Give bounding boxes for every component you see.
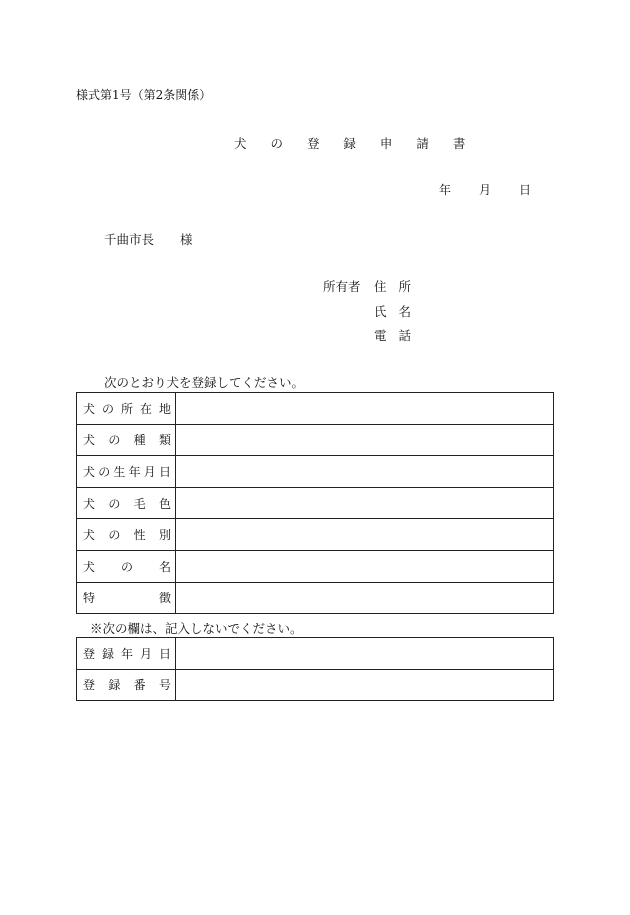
row-value-field[interactable] (176, 393, 554, 425)
row-value-field[interactable] (176, 487, 554, 519)
label-char: 月 (139, 646, 152, 661)
row-label (77, 424, 176, 456)
label-char: 種 (133, 433, 146, 448)
row-label (77, 582, 176, 614)
label-char: 性 (133, 528, 146, 543)
table-row (77, 582, 554, 614)
label-char: 色 (158, 496, 171, 511)
label-char: 在 (139, 401, 152, 416)
label-char: 犬 (83, 528, 96, 543)
row-value-field[interactable] (176, 456, 554, 488)
label-char: 犬 (83, 496, 96, 511)
label-char: 所 (120, 401, 133, 416)
table-row (77, 393, 554, 425)
table-row (77, 487, 554, 519)
row-value-field[interactable] (176, 638, 554, 670)
row-label-text (83, 645, 171, 662)
label-char: 毛 (133, 496, 146, 511)
label-char: 犬 (83, 464, 96, 479)
label-char: 年 (128, 464, 141, 479)
label-char: 類 (158, 433, 171, 448)
dog-info-table (76, 392, 554, 614)
row-label-text (83, 526, 171, 543)
row-value-field[interactable] (176, 519, 554, 551)
row-value-field[interactable] (176, 669, 554, 701)
label-char: の (101, 401, 114, 416)
label-char: の (108, 528, 121, 543)
addressee-name: 千曲市長 (104, 232, 155, 247)
office-use-note: ※次の欄は、記入しないでください。 (90, 621, 303, 636)
owner-phone-label: 電話 (374, 328, 424, 343)
office-use-table (76, 637, 554, 701)
label-char: 名 (158, 559, 171, 574)
label-char: の (108, 433, 121, 448)
row-label-text (83, 558, 171, 575)
label-char: 登 (83, 646, 96, 661)
table-row (77, 456, 554, 488)
date-line (439, 181, 531, 198)
owner-label: 所有者 (323, 279, 361, 294)
table-row (77, 638, 554, 670)
row-label-text (83, 463, 171, 480)
label-char: の (98, 464, 111, 479)
instruction-text: 次のとおり犬を登録してください。 (104, 375, 305, 390)
table-row (77, 550, 554, 582)
row-value-field[interactable] (176, 550, 554, 582)
table-row (77, 424, 554, 456)
row-label (77, 456, 176, 488)
label-char: 地 (158, 401, 171, 416)
label-char: 犬 (83, 401, 96, 416)
row-label-text (83, 400, 171, 417)
label-char: 特 (83, 591, 96, 606)
table-row (77, 519, 554, 551)
row-label-text (83, 495, 171, 512)
row-label (77, 487, 176, 519)
date-month-label: 月 (479, 183, 492, 197)
owner-address-label: 住所 (374, 279, 424, 294)
row-value-field[interactable] (176, 582, 554, 614)
label-char: 録 (108, 678, 121, 693)
label-char: 月 (143, 464, 156, 479)
row-label-text (83, 589, 171, 606)
table-row (77, 669, 554, 701)
label-char: 犬 (83, 433, 96, 448)
addressee (104, 230, 193, 248)
label-char: 別 (158, 528, 171, 543)
document-title: 犬 の 登 録 申 請 書 (234, 136, 476, 151)
row-label-text (83, 431, 171, 448)
row-label (77, 550, 176, 582)
label-char: 年 (120, 646, 133, 661)
label-char: 生 (113, 464, 126, 479)
label-char: 登 (83, 678, 96, 693)
honorific: 様 (180, 232, 193, 247)
row-label (77, 393, 176, 425)
label-char: 徴 (158, 591, 171, 606)
label-char: 号 (158, 678, 171, 693)
label-char: 番 (133, 678, 146, 693)
row-label (77, 519, 176, 551)
owner-name-label: 氏名 (374, 304, 424, 319)
label-char: 犬 (83, 559, 96, 574)
row-label-text (83, 676, 171, 693)
label-char: の (108, 496, 121, 511)
row-label (77, 638, 176, 670)
label-char: 日 (158, 464, 171, 479)
date-day-label: 日 (519, 183, 532, 197)
row-label (77, 669, 176, 701)
label-char: 録 (101, 646, 114, 661)
row-value-field[interactable] (176, 424, 554, 456)
label-char: 日 (158, 646, 171, 661)
form-number: 様式第1号（第2条関係） (76, 88, 212, 102)
date-year-label: 年 (439, 183, 452, 197)
label-char: の (120, 559, 133, 574)
